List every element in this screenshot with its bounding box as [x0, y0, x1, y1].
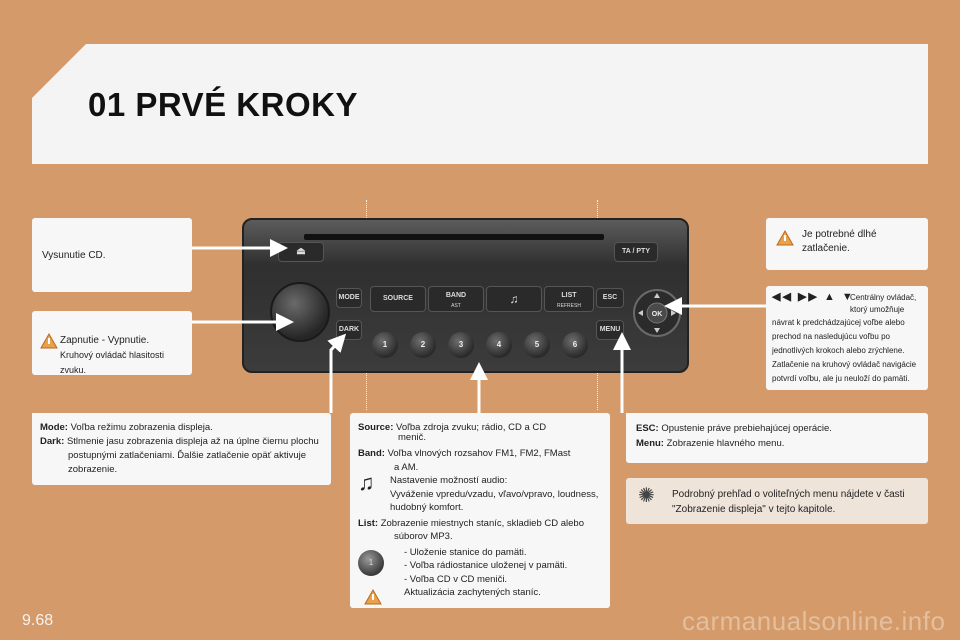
mode-key: Mode: — [40, 422, 68, 433]
ta-pty-button[interactable]: TA / PTY — [614, 242, 658, 262]
list-button-sublabel: REFRESH — [557, 303, 581, 309]
dark-text-2: postupnými zatlačeniami. Ďalšie zatlačenie opäť aktivuje — [68, 450, 307, 461]
list-update-text: Aktualizácia zachytených staníc. — [404, 587, 541, 598]
list-text-2: súborov MP3. — [394, 531, 453, 542]
band-button-sublabel: AST — [451, 303, 461, 309]
source-text-2: menič. — [398, 431, 426, 443]
page-title: 01 PRVÉ KROKY — [88, 86, 358, 123]
audio-settings-button[interactable]: ♫ — [486, 286, 542, 312]
band-key: Band: — [358, 448, 385, 459]
band-text-2: a AM. — [394, 461, 419, 473]
page-number: 9.68 — [22, 612, 54, 629]
list-key: List: — [358, 517, 379, 529]
navigation-body-4: Zatlačenie na kruhový ovládač navigácie — [772, 360, 917, 369]
watermark: carmanualsonline.info — [682, 606, 946, 636]
preset-bullet-2: - Voľba rádiostanice uloženej v pamäti. — [404, 560, 568, 571]
list-text-1: Zobrazenie miestnych staníc, skladieb CD alebo — [380, 517, 584, 529]
mode-dark-arrow — [331, 338, 342, 413]
mode-text: Voľba režimu zobrazenia displeja. — [70, 422, 213, 433]
menu-text: Zobrazenie hlavného menu. — [666, 438, 785, 449]
esc-key: ESC: — [636, 423, 659, 434]
info-gear-icon: ✺ — [638, 485, 655, 507]
navigation-body-1: návrat k predchádzajúcej voľbe alebo — [772, 318, 905, 327]
navigation-arrows-icon: ◀◀ ▶▶ ▲ ▼ — [772, 291, 855, 303]
dark-key: Dark: — [40, 436, 65, 447]
navigation-title-2: ktorý umožňuje — [850, 305, 905, 314]
preset-bullet-3: - Voľba CD v CD meniči. — [404, 573, 508, 585]
music-note-icon: ♫ — [358, 470, 375, 495]
list-button-label: LIST — [561, 292, 577, 299]
navigation-title-1: Centrálny ovládač, — [850, 293, 917, 302]
navigation-body-5: potvrdí voľbu, ale ju neuloží do pamäti. — [772, 374, 910, 383]
preset-knob-icon: 1 — [358, 550, 384, 576]
band-text-1: Voľba vlnových rozsahov FM1, FM2, FMast — [387, 448, 571, 459]
menu-button[interactable]: MENU — [596, 320, 624, 340]
preset-button-1[interactable]: 1 — [372, 332, 398, 358]
source-key: Source: — [358, 422, 394, 433]
preset-button-6[interactable]: 6 — [562, 332, 588, 358]
band-button-label: BAND — [445, 292, 467, 299]
preset-button-2[interactable]: 2 — [410, 332, 436, 358]
menu-key: Menu: — [636, 438, 664, 449]
dark-text-1: Stlmenie jasu zobrazenia displeja až na úplne čiernu plochu — [66, 436, 319, 447]
esc-button[interactable]: ESC — [596, 288, 624, 308]
eject-button[interactable]: ⏏ — [278, 242, 324, 262]
mode-button[interactable]: MODE — [336, 288, 362, 308]
esc-text: Opustenie práve prebiehajúcej operácie. — [661, 423, 832, 434]
preset-button-3[interactable]: 3 — [448, 332, 474, 358]
preset-button-4[interactable]: 4 — [486, 332, 512, 358]
power-callout-line2: Kruhový ovládač hlasitosti zvuku. — [60, 350, 165, 375]
audio-text-1: Nastavenie možností audio: — [390, 475, 508, 486]
dark-text-3: zobrazenie. — [68, 464, 118, 475]
audio-text-3: hudobný komfort. — [390, 502, 464, 513]
long-press-text-2: zatlačenie. — [802, 243, 850, 254]
preset-bullet-1: - Uloženie stanice do pamäti. — [404, 546, 527, 558]
ok-button-label[interactable]: OK — [651, 311, 663, 318]
power-callout-line1: Zapnutie - Vypnutie. — [60, 335, 150, 346]
source-text-1: Voľba zdroja zvuku; rádio, CD a CD — [396, 422, 547, 433]
long-press-text-1: Je potrebné dlhé — [802, 229, 877, 240]
dark-button[interactable]: DARK — [336, 320, 362, 340]
preset-button-5[interactable]: 5 — [524, 332, 550, 358]
eject-callout-text: Vysunutie CD. — [42, 250, 106, 261]
audio-text-2: Vyváženie vpredu/vzadu, vľavo/vpravo, loudness, — [390, 488, 599, 500]
detail-text-1: Podrobný prehľad o voliteľných menu nájdete v časti — [672, 489, 905, 500]
detail-text-2: "Zobrazenie displeja" v tejto kapitole. — [672, 504, 836, 515]
navigation-body-2: prechod na nasledujúcu voľbu po — [772, 332, 890, 341]
navigation-body-3: jednotlivých krokoch alebo zrýchlene. — [772, 346, 905, 355]
source-button[interactable]: SOURCE — [370, 286, 426, 312]
